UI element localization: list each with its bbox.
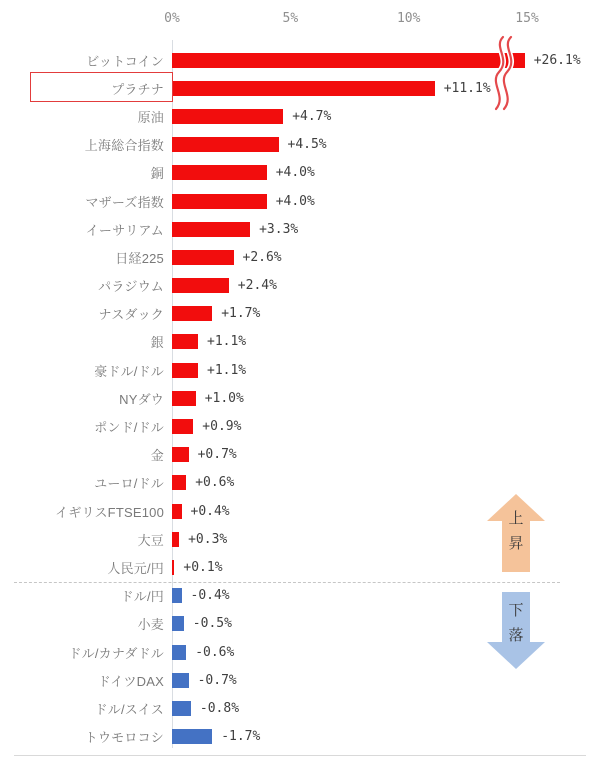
chart-row — [0, 159, 600, 187]
value-bar — [172, 532, 179, 547]
value-bar — [172, 165, 267, 180]
category-label: 上海総合指数 — [84, 138, 164, 154]
category-label: ドル/カナダドル — [68, 645, 164, 661]
value-label: +1.1% — [207, 334, 247, 350]
chart-row — [0, 356, 600, 384]
value-bar — [172, 419, 193, 434]
x-axis-tick: 10% — [396, 11, 421, 26]
value-bar — [172, 109, 283, 124]
chart-row — [0, 215, 600, 243]
value-bar — [172, 250, 234, 265]
axis-break-icon — [487, 34, 527, 112]
chart-row — [0, 243, 600, 271]
category-label: ユーロ/ドル — [94, 476, 164, 492]
value-label: +3.3% — [259, 221, 299, 237]
value-bar — [172, 53, 525, 68]
category-label: 人民元/円 — [107, 560, 164, 576]
value-label: +11.1% — [443, 80, 491, 96]
chart-row — [0, 666, 600, 694]
category-label: 日経225 — [115, 250, 164, 266]
category-label: 豪ドル/ドル — [94, 363, 164, 379]
value-label: +4.7% — [292, 108, 332, 124]
x-axis-tick: 15% — [515, 11, 539, 26]
category-label: ポンド/ドル — [94, 420, 164, 436]
value-bar — [172, 222, 250, 237]
value-bar — [172, 560, 174, 575]
rise-arrow-label: 上 昇 — [508, 510, 524, 552]
chart-row — [0, 723, 600, 751]
value-bar — [172, 447, 189, 462]
value-bar — [172, 701, 191, 716]
category-label: イーサリアム — [85, 222, 164, 238]
value-label: +4.0% — [275, 193, 315, 209]
x-axis-tick: 5% — [282, 11, 299, 26]
value-label: -0.8% — [199, 700, 240, 716]
value-bar — [172, 334, 198, 349]
value-label: -0.4% — [190, 588, 230, 604]
category-label: NYダウ — [119, 391, 164, 407]
category-label: 金 — [150, 448, 164, 464]
fall-arrow — [487, 592, 545, 669]
value-bar — [172, 363, 198, 378]
value-bar — [172, 81, 435, 96]
chart-row — [0, 441, 600, 469]
value-bar — [172, 306, 212, 321]
value-label: +0.6% — [195, 475, 235, 491]
category-label: トウモロコシ — [84, 730, 164, 746]
value-bar — [172, 391, 196, 406]
category-label: 大豆 — [137, 532, 164, 548]
chart-row — [0, 694, 600, 722]
category-label: ビットコイン — [86, 53, 164, 69]
value-label: +0.7% — [197, 447, 237, 463]
value-label: -0.6% — [195, 644, 235, 660]
value-label: +0.9% — [202, 419, 242, 435]
chart-row — [0, 187, 600, 215]
category-label: ドル/円 — [120, 589, 164, 605]
category-label: 銀 — [150, 335, 164, 351]
value-bar — [172, 616, 184, 631]
value-label: -0.5% — [192, 616, 232, 632]
value-bar — [172, 645, 186, 660]
chart-row — [0, 328, 600, 356]
value-label: +4.5% — [287, 137, 327, 153]
value-bar — [172, 475, 186, 490]
value-label: +4.0% — [275, 165, 315, 181]
fall-arrow-label: 下 落 — [508, 602, 524, 644]
chart-row — [0, 300, 600, 328]
category-label: ナスダック — [98, 307, 164, 323]
value-label: -0.7% — [197, 672, 237, 688]
chart-row — [0, 272, 600, 300]
category-label: 原油 — [137, 109, 164, 125]
chart-row — [0, 469, 600, 497]
rise-arrow — [487, 494, 545, 572]
category-label: プラチナ — [111, 81, 164, 97]
chart-row — [0, 131, 600, 159]
value-label: -1.7% — [221, 729, 261, 745]
value-label: +1.7% — [221, 306, 261, 322]
category-label: ドイツDAX — [97, 673, 164, 689]
value-label: +2.4% — [237, 278, 277, 294]
category-label: ドル/スイス — [94, 701, 164, 717]
category-label: マザーズ指数 — [85, 194, 164, 210]
value-label: +1.0% — [204, 390, 244, 406]
chart-row — [0, 384, 600, 412]
value-bar — [172, 673, 189, 688]
value-label: +0.1% — [183, 559, 223, 575]
x-axis-tick: 0% — [164, 11, 180, 26]
value-label: +0.3% — [188, 531, 228, 547]
value-bar — [172, 137, 279, 152]
chart-bottom-line — [14, 755, 586, 756]
value-label: +2.6% — [242, 249, 282, 265]
value-label: +1.1% — [207, 362, 247, 378]
category-label: イギリスFTSE100 — [55, 504, 164, 520]
value-bar — [172, 729, 212, 744]
category-label: 銅 — [150, 166, 164, 182]
value-label: +0.4% — [190, 503, 230, 519]
value-bar — [172, 278, 229, 293]
value-bar — [172, 588, 182, 603]
value-bar — [172, 194, 267, 209]
value-label: +26.1% — [533, 52, 581, 68]
chart-row — [0, 412, 600, 440]
value-bar — [172, 504, 182, 519]
category-label: 小麦 — [137, 617, 164, 633]
category-label: パラジウム — [98, 279, 164, 295]
